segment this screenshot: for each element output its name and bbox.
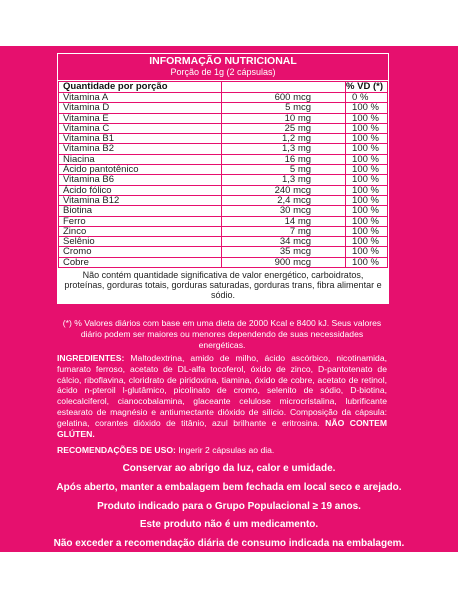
nutrient-row bbox=[59, 123, 388, 133]
column-header-vd: % VD (*) bbox=[346, 82, 388, 93]
nutrient-vd: 100 % bbox=[346, 195, 388, 205]
nutrient-name: Cromo bbox=[59, 247, 222, 257]
nutrient-name: Selênio bbox=[59, 237, 222, 247]
nutrient-amount: 240 mcg bbox=[222, 185, 346, 195]
nutrient-vd: 100 % bbox=[346, 206, 388, 216]
nutrient-vd: 100 % bbox=[346, 113, 388, 123]
nutrient-vd: 0 % bbox=[346, 93, 388, 103]
nutrient-vd: 100 % bbox=[346, 134, 388, 144]
nutrient-vd: 100 % bbox=[346, 216, 388, 226]
label-text-block bbox=[57, 318, 387, 456]
nutrient-amount: 14 mg bbox=[222, 216, 346, 226]
nutrient-name: Biotina bbox=[59, 206, 222, 216]
nutrient-vd: 100 % bbox=[346, 257, 388, 267]
nutrient-name: Vitamina E bbox=[59, 113, 222, 123]
nutrient-vd: 100 % bbox=[346, 165, 388, 175]
nutrient-row bbox=[59, 93, 388, 103]
nutrient-vd: 100 % bbox=[346, 144, 388, 154]
vd-note: (*) % Valores diários com base em uma dieta de 2000 Kcal e 8400 kJ. Seus valores diário podem ser maiores ou menores dependendo de suas necessidades energéticas. bbox=[62, 318, 382, 350]
nutrient-row bbox=[59, 103, 388, 113]
notices bbox=[0, 460, 458, 573]
nutrient-amount: 7 mg bbox=[222, 226, 346, 236]
nutrient-amount: 35 mcg bbox=[222, 247, 346, 257]
label-panel bbox=[0, 46, 458, 568]
nutrient-amount: 2,4 mcg bbox=[222, 195, 346, 205]
nutrient-amount: 1,3 mg bbox=[222, 144, 346, 154]
nutrient-name: Vitamina A bbox=[59, 93, 222, 103]
nutrient-name: Vitamina B12 bbox=[59, 195, 222, 205]
nutrient-row bbox=[59, 247, 388, 257]
nutrient-name: Vitamina B2 bbox=[59, 144, 222, 154]
nutrient-row bbox=[59, 195, 388, 205]
nutrient-vd: 100 % bbox=[346, 175, 388, 185]
column-header-row bbox=[59, 82, 388, 93]
nutrient-vd: 100 % bbox=[346, 103, 388, 113]
gluten-notice: NÃO CONTEM GLÚTEN. bbox=[57, 418, 387, 440]
nutrient-name: Niacina bbox=[59, 154, 222, 164]
nutrition-footnote: Não contém quantidade significativa de valor energético, carboidratos, proteínas, gorduras totais, gorduras saturadas, gorduras trans, fibra alimentar e sódio. bbox=[64, 270, 382, 301]
usage-label: RECOMENDAÇÕES DE USO: bbox=[57, 444, 176, 455]
nutrient-amount: 900 mcg bbox=[222, 257, 346, 267]
nutrient-amount: 10 mg bbox=[222, 113, 346, 123]
nutrient-row bbox=[59, 165, 388, 175]
nutrient-name: Zinco bbox=[59, 226, 222, 236]
nutrient-amount: 5 mg bbox=[222, 165, 346, 175]
nutrient-row bbox=[59, 185, 388, 195]
nutrient-row bbox=[59, 257, 388, 267]
usage-recommendation bbox=[57, 445, 387, 456]
nutrition-table bbox=[57, 53, 389, 304]
column-header-amount bbox=[222, 82, 346, 93]
nutrition-table-header bbox=[58, 54, 388, 81]
nutrient-amount: 5 mcg bbox=[222, 103, 346, 113]
nutrient-amount: 25 mg bbox=[222, 123, 346, 133]
nutrient-vd: 100 % bbox=[346, 154, 388, 164]
nutrition-table-serving: Porção de 1g (2 cápsulas) bbox=[170, 67, 276, 77]
nutrient-vd: 100 % bbox=[346, 185, 388, 195]
nutrient-row bbox=[59, 226, 388, 236]
notice-storage: Conservar ao abrigo da luz, calor e umidade. bbox=[122, 463, 336, 474]
nutrient-name: Vitamina B1 bbox=[59, 134, 222, 144]
column-header-quantity: Quantidade por porção bbox=[59, 82, 222, 93]
notice-dosage: Não exceder a recomendação diária de consumo indicada na embalagem. bbox=[53, 538, 405, 550]
nutrient-vd: 100 % bbox=[346, 123, 388, 133]
nutrient-amount: 1,3 mg bbox=[222, 175, 346, 185]
nutrient-row bbox=[59, 237, 388, 247]
nutrient-row bbox=[59, 216, 388, 226]
nutrient-row bbox=[59, 175, 388, 185]
notice-not-medicine: Este produto não é um medicamento. bbox=[139, 519, 319, 531]
nutrient-amount: 34 mcg bbox=[222, 237, 346, 247]
nutrient-name: Cobre bbox=[59, 257, 222, 267]
nutrient-name: Ácido pantotênico bbox=[59, 165, 222, 175]
nutrient-vd: 100 % bbox=[346, 226, 388, 236]
notice-after-opening: Após aberto, manter a embalagem bem fechada em local seco e arejado. bbox=[56, 481, 402, 493]
nutrient-name: Vitamina D bbox=[59, 103, 222, 113]
nutrient-row bbox=[59, 154, 388, 164]
nutrient-vd: 100 % bbox=[346, 247, 388, 257]
nutrient-row bbox=[59, 113, 388, 123]
ingredients-text: Maltodextrina, amido de milho, ácido ascórbico, nicotinamida, fumarato ferroso, acetato de DL-alfa tocoferol, óxido de zinco, D-pantotenato de cálcio, riboflavina, cloridrato de piridoxina, tiamina, óxido de cobre, acetato de retinol, ácido n-pteroil l-glutâmico, picolinato de cromo, selenito de sódio, D-biotina, colecalciferol, cianocobalamina, glaceante celulose microcristalina, lubrificante estearato de magnésio e antiumectante dióxido de silício. Composição da cápsula: gelatina, corantes dióxido de titânio, azul brilhante e eritrosina. bbox=[57, 352, 387, 429]
nutrient-name: Ácido fólico bbox=[59, 185, 222, 195]
notice-population: Produto indicado para o Grupo Populacional ≥ 19 anos. bbox=[97, 500, 361, 512]
nutrient-amount: 1,2 mg bbox=[222, 134, 346, 144]
nutrient-row bbox=[59, 144, 388, 154]
nutrition-table-title: INFORMAÇÃO NUTRICIONAL bbox=[149, 55, 297, 67]
nutrient-row bbox=[59, 206, 388, 216]
nutrient-amount: 30 mcg bbox=[222, 206, 346, 216]
nutrient-name: Vitamina B6 bbox=[59, 175, 222, 185]
nutrient-amount: 16 mg bbox=[222, 154, 346, 164]
notice-children: Mantenha fora do alcance de crianças. bbox=[137, 556, 321, 568]
ingredients-label: INGREDIENTES: bbox=[57, 352, 125, 363]
nutrient-vd: 100 % bbox=[346, 237, 388, 247]
nutrient-row bbox=[59, 134, 388, 144]
nutrient-name: Vitamina C bbox=[59, 123, 222, 133]
nutrient-name: Ferro bbox=[59, 216, 222, 226]
nutrition-grid bbox=[58, 81, 388, 268]
nutrient-amount: 600 mcg bbox=[222, 93, 346, 103]
usage-text: Ingerir 2 cápsulas ao dia. bbox=[175, 444, 275, 455]
ingredients-paragraph bbox=[57, 353, 387, 440]
